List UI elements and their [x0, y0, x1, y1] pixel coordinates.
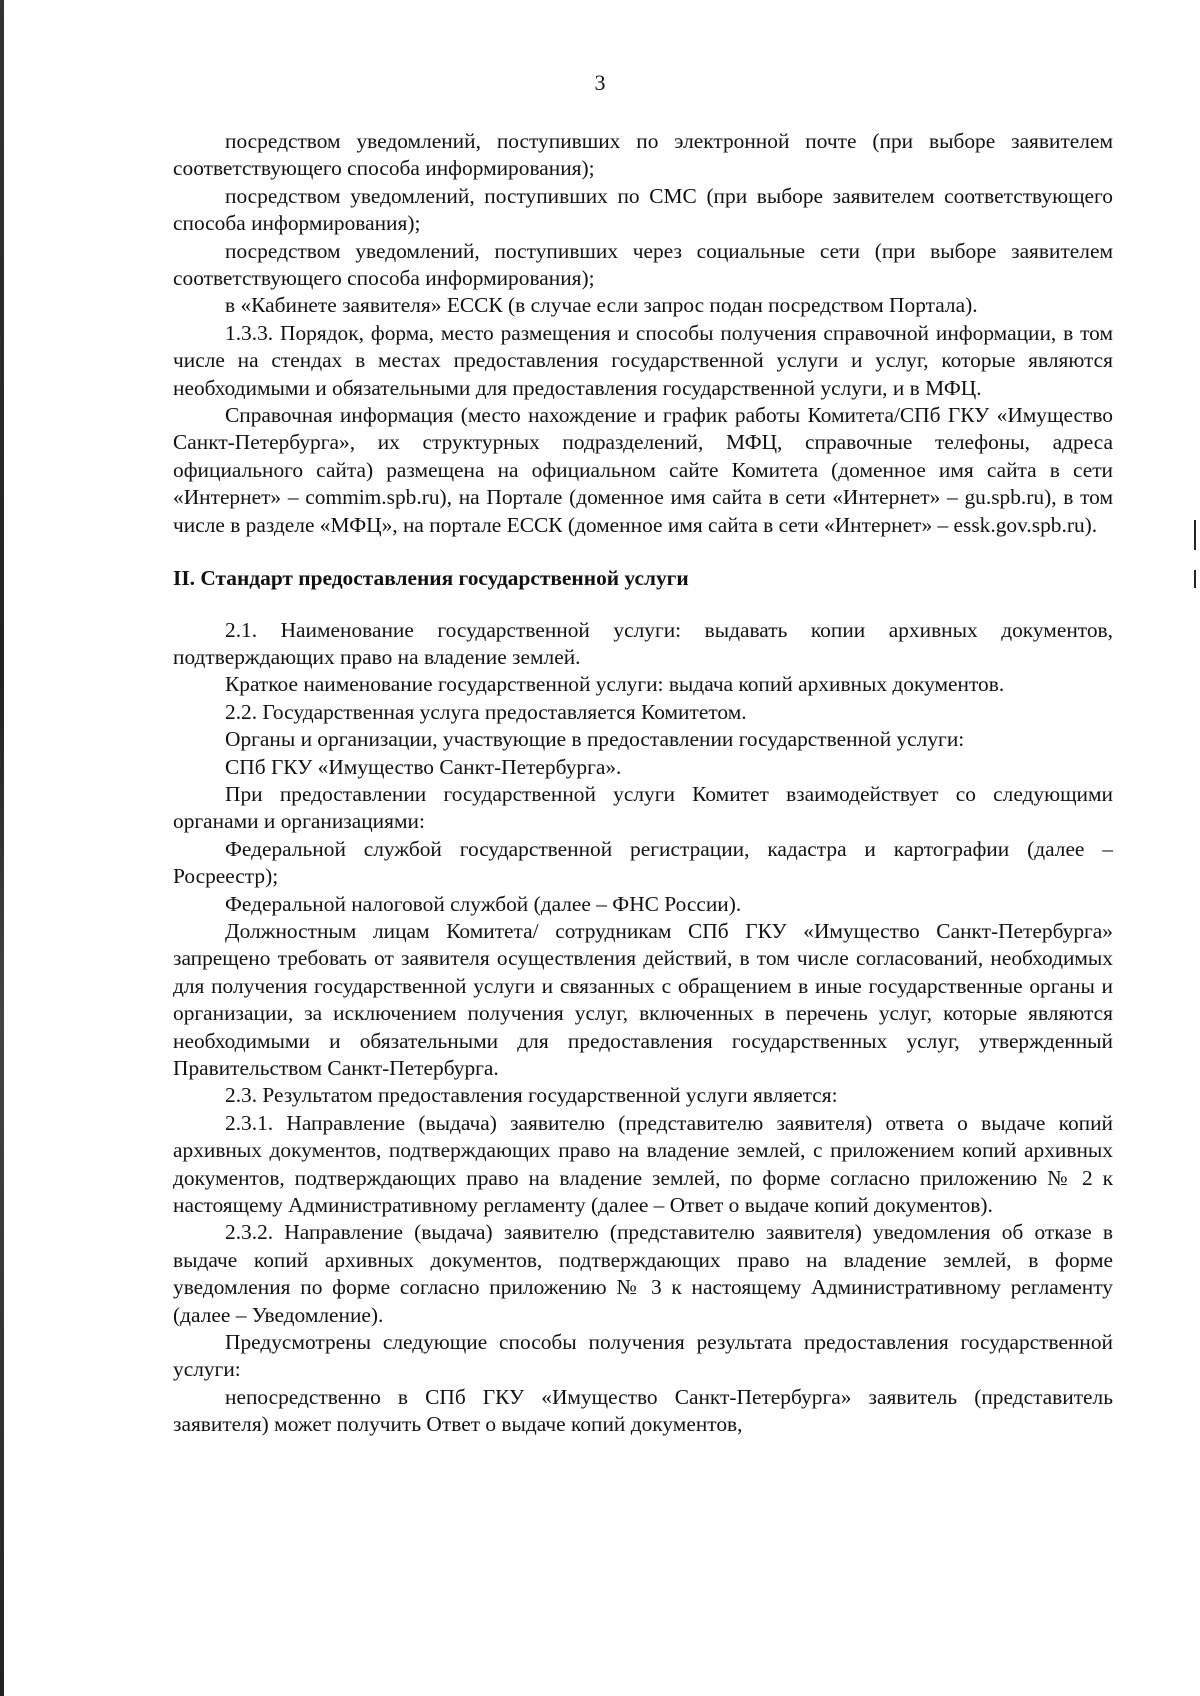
- paragraph: посредством уведомлений, поступивших по СМС (при выборе заявителем соответствующего способа информирования);: [173, 183, 1113, 236]
- paragraph: При предоставлении государственной услуги Комитет взаимодействует со следующими органами и организациями:: [173, 781, 1113, 834]
- paragraph: Федеральной налоговой службой (далее – ФНС России).: [225, 891, 742, 916]
- paragraph: 2.3. Результатом предоставления государственной услуги является:: [225, 1083, 838, 1108]
- paragraph: Федеральной службой государственной регистрации, кадастра и картографии (далее – Росреестр);: [173, 836, 1113, 889]
- paragraph: непосредственно в СПб ГКУ «Имущество Санкт-Петербурга» заявитель (представитель заявителя) может получить Ответ о выдаче копий документов,: [173, 1384, 1113, 1437]
- paragraph: 2.2. Государственная услуга предоставляется Комитетом.: [225, 699, 747, 724]
- paragraph: Предусмотрены следующие способы получения результата предоставления государственной услуги:: [173, 1330, 1113, 1382]
- paragraph: 2.3.1. Направление (выдача) заявителю (представителю заявителя) ответа о выдаче копий архивных документов, подтверждающих право на владение землей, с приложением копий архивных документов, подтверждающих право на владение землей, по форме согласно приложению № 2 к настоящему Административному регламенту (далее – Ответ о выдаче копий документов).: [173, 1110, 1113, 1218]
- paragraph: 2.3.2. Направление (выдача) заявителю (представителю заявителя) уведомления об отказе в выдаче копий архивных документов, подтверждающих право на владение землей, в форме уведомления по форме согласно приложению № 3 к настоящему Административному регламенту (далее – Уведомление).: [173, 1220, 1113, 1327]
- scan-left-edge: [0, 0, 4, 1696]
- paragraph: Органы и организации, участвующие в предоставлении государственной услуги:: [225, 727, 965, 752]
- paragraph: 2.1. Наименование государственной услуги: выдавать копии архивных документов, подтверждающих право на владение землей.: [173, 617, 1113, 669]
- paragraph: 1.3.3. Порядок, форма, место размещения и способы получения справочной информации, в том числе на стендах в местах предоставления государственной услуги и услуг, которые являются необходимыми и обязательными для предоставления государственной услуги, и в МФЦ.: [173, 320, 1113, 400]
- scan-right-mark: [1194, 520, 1196, 550]
- scan-right-mark: [1194, 570, 1196, 588]
- paragraph: посредством уведомлений, поступивших по электронной почте (при выборе заявителем соответствующего способа информирования);: [173, 129, 1113, 181]
- paragraph: посредством уведомлений, поступивших через социальные сети (при выборе заявителем соответствующего способа информирования);: [173, 238, 1113, 291]
- paragraph: Должностным лицам Комитета/ сотрудникам СПб ГКУ «Имущество Санкт-Петербурга» запрещено требовать от заявителя осуществления действий, в том числе согласований, необходимых для получения государственной услуги и связанных с обращением в иные государственные органы и организации, за исключением получения услуг, включенных в перечень услуг, которые являются необходимыми и обязательными для предоставления государственных услуг, утвержденный Правительством Санкт-Петербурга.: [173, 918, 1113, 1080]
- section-heading: II. Стандарт предоставления государственной услуги: [173, 566, 689, 591]
- paragraph: СПб ГКУ «Имущество Санкт-Петербурга».: [225, 754, 622, 779]
- document-body: [173, 128, 1113, 1439]
- paragraph: в «Кабинете заявителя» ЕССК (в случае если запрос подан посредством Портала).: [225, 293, 978, 318]
- page-number: 3: [594, 70, 606, 95]
- paragraph: Краткое наименование государственной услуги: выдача копий архивных документов.: [225, 672, 1005, 697]
- paragraph: Справочная информация (место нахождение и график работы Комитета/СПб ГКУ «Имущество Санкт-Петербурга», их структурных подразделений, МФЦ, справочные телефоны, адреса официального сайта) размещена на официальном сайте Комитета (доменное имя сайта в сети «Интернет» – commim.spb.ru), на Портале (доменное имя сайта в сети «Интернет» – gu.spb.ru), в том числе в разделе «МФЦ», на портале ЕССК (доменное имя сайта в сети «Интернет» – essk.gov.spb.ru).: [173, 403, 1113, 537]
